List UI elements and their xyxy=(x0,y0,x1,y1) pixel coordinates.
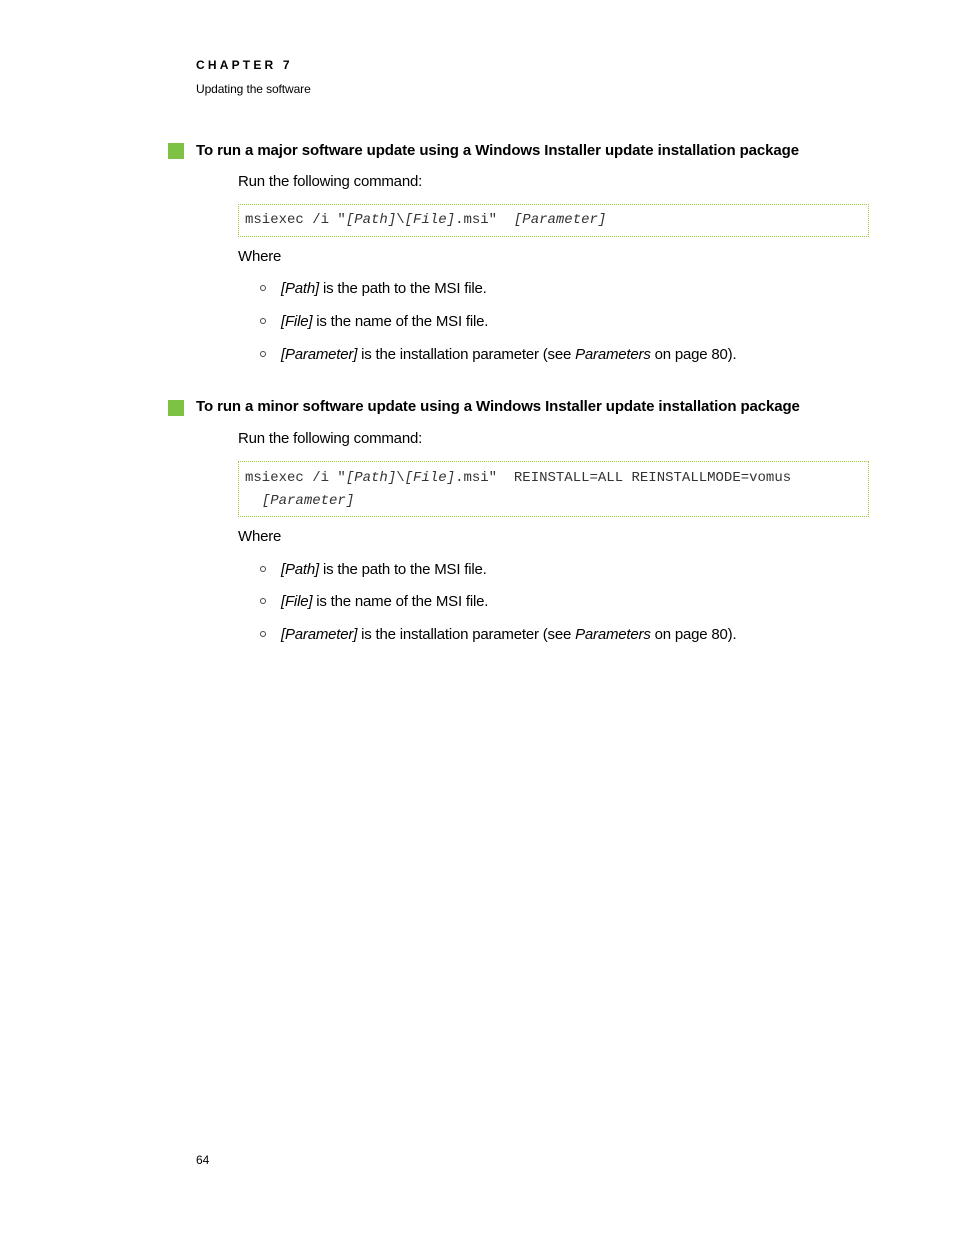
page-number: 64 xyxy=(196,1153,210,1167)
where-label: Where xyxy=(238,248,282,265)
list-item: [File] is the name of the MSI file. xyxy=(281,593,488,610)
section-heading: To run a minor software update using a Windows Installer update installation package xyxy=(196,398,800,415)
list-item: [Path] is the path to the MSI file. xyxy=(281,280,487,297)
list-item: [Parameter] is the installation parameter (see Parameters on page 80). xyxy=(281,626,736,643)
section-intro: Run the following command: xyxy=(238,430,423,447)
code-block: msiexec /i "[Path]\[File].msi" [Parameter] xyxy=(238,204,869,237)
where-label: Where xyxy=(238,528,282,545)
bullet-circle-icon xyxy=(260,631,266,637)
list-item: [File] is the name of the MSI file. xyxy=(281,313,488,330)
list-item: [Parameter] is the installation parameter (see Parameters on page 80). xyxy=(281,346,736,363)
code-block: msiexec /i "[Path]\[File].msi" REINSTALL=ALL REINSTALLMODE=vomus [Parameter] xyxy=(238,461,869,517)
bullet-circle-icon xyxy=(260,285,266,291)
cross-reference-link[interactable]: Parameters xyxy=(575,626,651,643)
cross-reference-link[interactable]: Parameters xyxy=(575,346,651,363)
chapter-label: CHAPTER 7 xyxy=(196,58,293,72)
bullet-circle-icon xyxy=(260,566,266,572)
chapter-subtitle: Updating the software xyxy=(196,82,311,96)
bullet-circle-icon xyxy=(260,598,266,604)
list-item: [Path] is the path to the MSI file. xyxy=(281,561,487,578)
bullet-circle-icon xyxy=(260,351,266,357)
bullet-circle-icon xyxy=(260,318,266,324)
section-marker-icon xyxy=(168,143,184,159)
section-marker-icon xyxy=(168,400,184,416)
section-heading: To run a major software update using a Windows Installer update installation package xyxy=(196,142,799,159)
section-intro: Run the following command: xyxy=(238,173,423,190)
